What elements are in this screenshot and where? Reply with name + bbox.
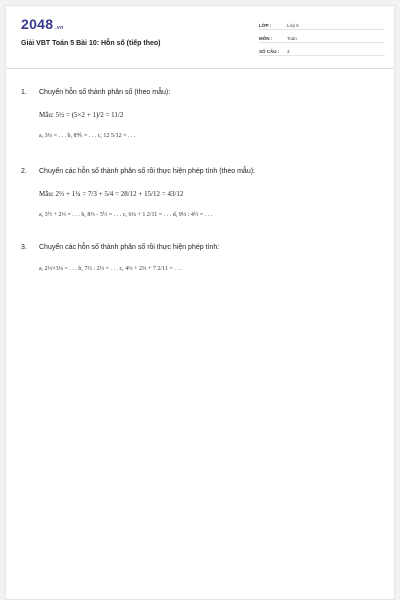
question-number: 2. xyxy=(21,168,27,175)
question-2 xyxy=(21,168,255,175)
meta-row-grade xyxy=(259,18,385,30)
document-title: Giải VBT Toán 5 Bài 10: Hỗn số (tiếp theo) xyxy=(21,40,161,47)
meta-value: Lớp 5 xyxy=(287,23,299,28)
document-header xyxy=(6,6,394,69)
question-number: 3. xyxy=(21,244,27,251)
question-text: Chuyển các hỗn số thành phân số rồi thực hiện phép tính: xyxy=(39,244,220,251)
meta-row-subject xyxy=(259,31,385,43)
meta-label: MÔN : xyxy=(259,36,273,41)
meta-value: Toán xyxy=(287,36,297,41)
logo-suffix: .vn xyxy=(55,25,64,31)
question-1 xyxy=(21,89,170,96)
document-page xyxy=(5,5,395,600)
question-text: Chuyển các hỗn số thành phân số rồi thực hiện phép tính (theo mẫu): xyxy=(39,168,255,175)
question-1-exercises: a, 3⅓ = . . . b, 8⅘ = . . . c, 12 5/12 = . . . xyxy=(39,133,136,139)
meta-panel xyxy=(259,18,385,57)
question-1-example: Mẫu: 5½ = (5×2 + 1)/2 = 11/2 xyxy=(39,111,124,119)
site-logo[interactable] xyxy=(21,16,63,32)
question-text: Chuyển hỗn số thành phân số (theo mẫu): xyxy=(39,89,171,96)
question-number: 1. xyxy=(21,89,27,96)
meta-label: LỚP : xyxy=(259,23,272,28)
logo-text: 2048 xyxy=(21,16,54,32)
meta-value: 3 xyxy=(287,49,290,54)
question-3 xyxy=(21,244,219,251)
meta-row-count xyxy=(259,44,385,56)
question-2-example: Mẫu: 2⅓ + 1¼ = 7/3 + 5/4 = 28/12 + 15/12 = 43/12 xyxy=(39,190,184,198)
meta-label: SỐ CÂU : xyxy=(259,49,280,54)
question-2-exercises: a, 3½ + 2⅓ = . . . b, 8⅓ - 5½ = . . . c, 6¼ + 1 2/11 = . . . d, 9⅓ : 4½ = . . . xyxy=(39,212,213,218)
question-3-exercises: a, 2⅓×3¼ = . . . b, 7⅔ : 2⅓ = . . . c, 4⅓ + 2⅔ + 7 2/11 = . . . xyxy=(39,266,182,272)
